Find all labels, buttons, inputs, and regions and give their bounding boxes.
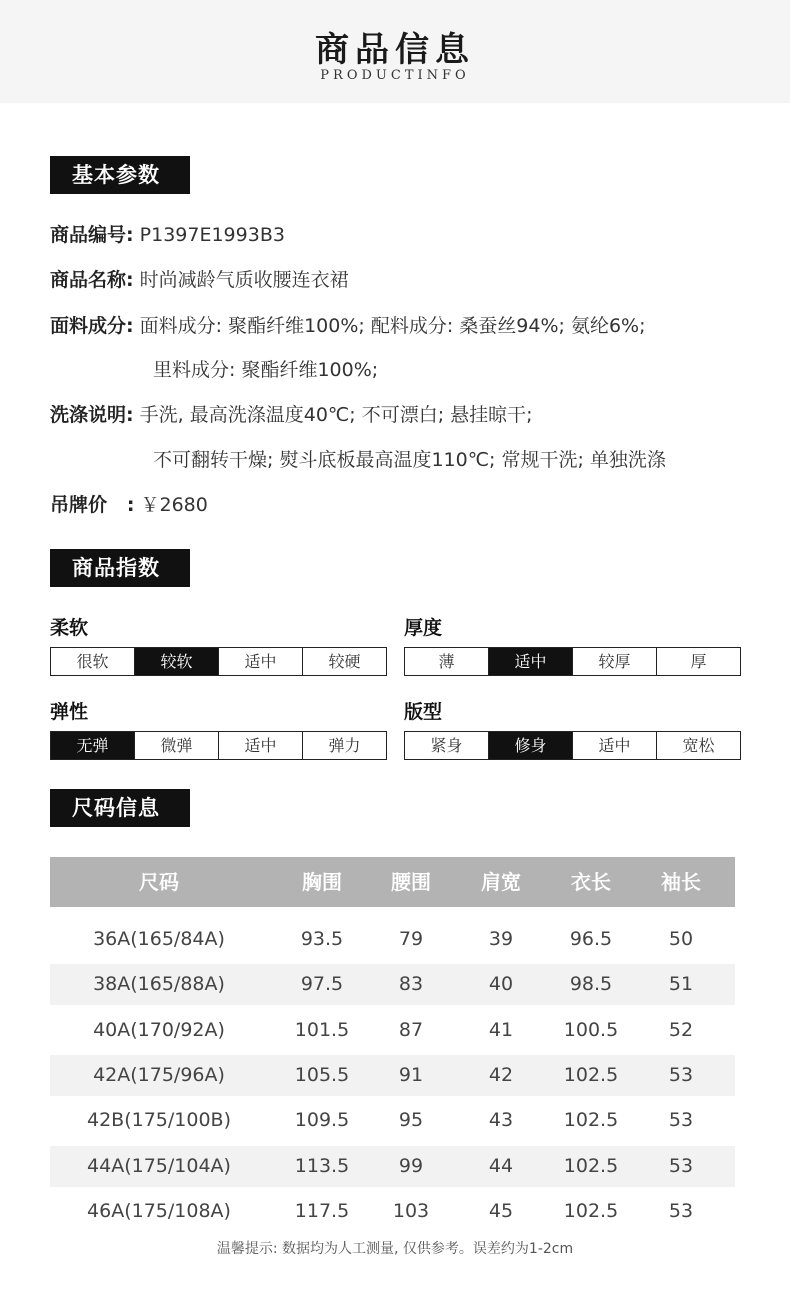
scale-option: 紧身	[405, 732, 489, 759]
size-header-cell: 尺码	[139, 870, 179, 894]
table-row	[50, 1191, 735, 1232]
scale-option: 宽松	[657, 732, 740, 759]
table-row	[50, 1146, 735, 1187]
size-cell-value: 91	[398, 1063, 424, 1086]
row-wash	[50, 400, 533, 430]
scale-option: 适中	[219, 648, 303, 675]
price-value: ￥2680	[140, 494, 208, 516]
size-cell-value: 41	[488, 1018, 514, 1041]
size-cell-value: 53	[668, 1063, 694, 1086]
scale-fit	[404, 731, 741, 760]
scale-option: 很软	[51, 648, 135, 675]
size-cell-value: 102.5	[563, 1063, 619, 1086]
row-product-code	[50, 220, 285, 250]
size-cell-value: 93.5	[300, 928, 344, 950]
size-header-cell: 衣长	[571, 870, 611, 894]
size-cell-value: 101.5	[294, 1018, 350, 1041]
size-cell-label: 38A(165/88A)	[93, 973, 225, 996]
size-cell-label: 42B(175/100B)	[86, 1109, 231, 1132]
size-cell-label: 46A(175/108A)	[87, 1199, 231, 1222]
section-label-index: 商品指数	[50, 549, 190, 587]
size-cell-value: 97.5	[300, 973, 344, 996]
table-row	[50, 1055, 735, 1096]
scale-option: 适中	[489, 648, 573, 675]
fabric-key: 面料成分:	[50, 315, 134, 337]
index-title-elastic: 弹性	[50, 701, 89, 723]
table-row	[50, 1010, 735, 1051]
size-cell-value: 53	[668, 1154, 694, 1177]
table-row	[50, 919, 735, 960]
size-cell-value: 51	[668, 973, 694, 996]
scale-option: 适中	[573, 732, 657, 759]
size-cell-value: 103	[392, 1199, 430, 1222]
size-cell-label: 44A(175/104A)	[87, 1154, 231, 1177]
scale-option: 较硬	[303, 648, 386, 675]
product-name-key: 商品名称:	[50, 269, 134, 291]
size-cell-value: 109.5	[294, 1109, 350, 1132]
size-cell-value: 43	[488, 1109, 514, 1132]
size-cell-value: 45	[488, 1199, 514, 1222]
product-code-key: 商品编号:	[50, 224, 134, 246]
size-cell-value: 102.5	[563, 1154, 619, 1177]
size-cell-value: 98.5	[569, 973, 613, 996]
scale-option: 薄	[405, 648, 489, 675]
size-cell-value: 102.5	[563, 1109, 619, 1132]
product-name-value: 时尚减龄气质收腰连衣裙	[139, 269, 349, 291]
product-info-header	[0, 0, 790, 103]
fabric-value-1: 面料成分: 聚酯纤维100%; 配料成分: 桑蚕丝94%; 氨纶6%;	[139, 315, 646, 337]
scale-option: 较软	[135, 648, 219, 675]
size-cell-value: 100.5	[563, 1018, 619, 1041]
scale-option: 较厚	[573, 648, 657, 675]
size-table-header	[50, 857, 735, 907]
scale-soft	[50, 647, 387, 676]
size-cell-value: 105.5	[294, 1063, 350, 1086]
size-cell-value: 99	[398, 1154, 424, 1177]
size-cell-value: 79	[398, 928, 424, 950]
size-cell-value: 95	[398, 1109, 424, 1132]
size-cell-value: 53	[668, 1199, 694, 1222]
size-header-cell: 肩宽	[481, 870, 521, 894]
scale-option: 厚	[657, 648, 740, 675]
size-cell-label: 40A(170/92A)	[93, 1018, 225, 1041]
measurement-note: 温馨提示: 数据均为人工测量, 仅供参考。误差约为1-2cm	[216, 1241, 574, 1257]
size-cell-label: 36A(165/84A)	[93, 928, 225, 950]
row-product-name	[50, 265, 349, 295]
price-key: 吊牌价 :	[50, 494, 135, 516]
page-subtitle: PRODUCTINFO	[320, 68, 470, 83]
size-cell-value: 117.5	[294, 1199, 350, 1222]
index-title-fit: 版型	[404, 701, 443, 723]
size-cell-value: 102.5	[563, 1199, 619, 1222]
scale-option: 适中	[219, 732, 303, 759]
scale-thick	[404, 647, 741, 676]
size-cell-value: 83	[398, 973, 424, 996]
section-label-size: 尺码信息	[50, 789, 190, 827]
row-price	[50, 490, 208, 520]
product-code-value: P1397E1993B3	[139, 224, 285, 246]
size-cell-value: 87	[398, 1018, 424, 1041]
row-fabric	[50, 311, 646, 341]
section-label-basic: 基本参数	[50, 156, 190, 194]
size-header-cell: 袖长	[661, 870, 701, 894]
table-row	[50, 964, 735, 1005]
size-cell-value: 44	[488, 1154, 514, 1177]
size-cell-value: 50	[668, 928, 694, 950]
scale-option: 微弹	[135, 732, 219, 759]
fabric-value-2: 里料成分: 聚酯纤维100%;	[153, 359, 379, 381]
size-cell-value: 96.5	[569, 928, 613, 950]
size-cell-label: 42A(175/96A)	[93, 1063, 225, 1086]
wash-value-1: 手洗, 最高洗涤温度40℃; 不可漂白; 悬挂晾干;	[139, 404, 533, 426]
size-cell-value: 40	[488, 973, 514, 996]
scale-option: 弹力	[303, 732, 386, 759]
size-cell-value: 39	[488, 928, 514, 950]
scale-elastic	[50, 731, 387, 760]
wash-value-2: 不可翻转干燥; 熨斗底板最高温度110℃; 常规干洗; 单独洗涤	[153, 449, 666, 471]
size-cell-value: 113.5	[294, 1154, 350, 1177]
index-title-soft: 柔软	[50, 617, 89, 639]
size-header-cell: 胸围	[302, 870, 342, 894]
size-header-cell: 腰围	[391, 870, 431, 894]
size-cell-value: 42	[488, 1063, 514, 1086]
scale-option: 无弹	[51, 732, 135, 759]
index-title-thick: 厚度	[404, 617, 443, 639]
page-title: 商品信息	[315, 30, 475, 70]
size-cell-value: 53	[668, 1109, 694, 1132]
wash-key: 洗涤说明:	[50, 404, 134, 426]
table-row	[50, 1100, 735, 1141]
scale-option: 修身	[489, 732, 573, 759]
size-cell-value: 52	[668, 1018, 694, 1041]
